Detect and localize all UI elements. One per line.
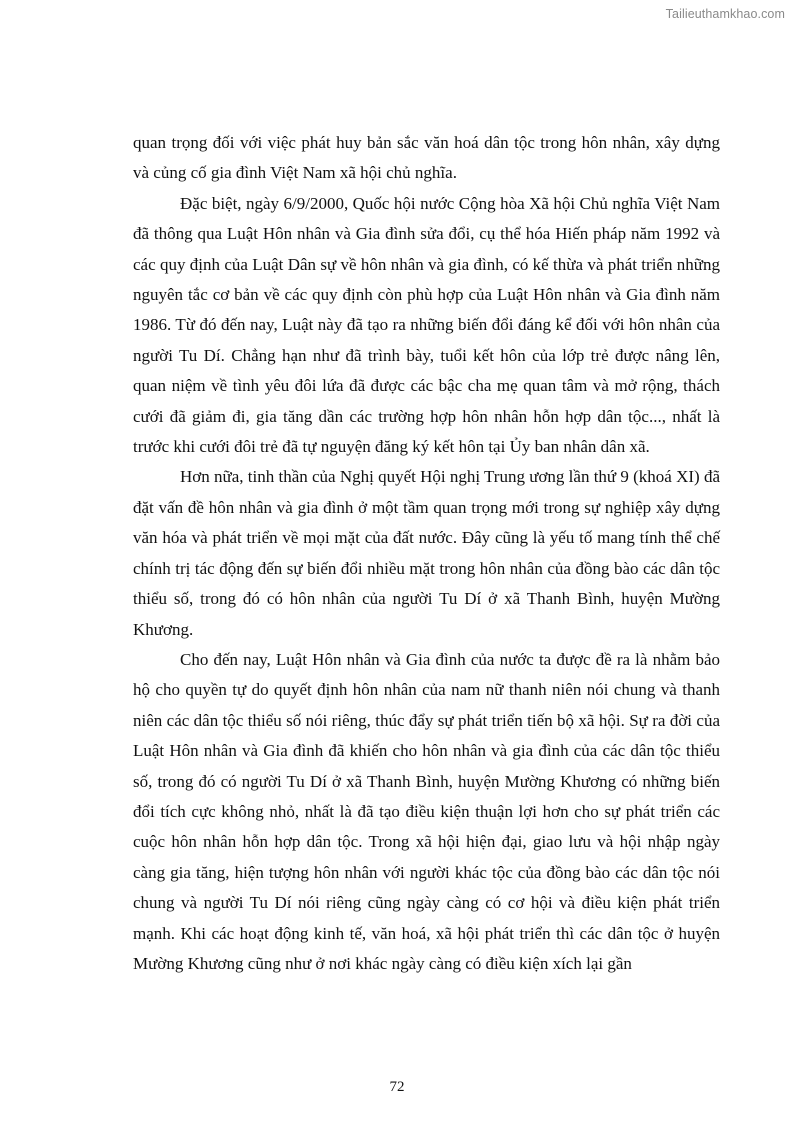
watermark: Tailieuthamkhao.com [665, 7, 785, 21]
paragraph-continuation: quan trọng đối với việc phát huy bản sắc văn hoá dân tộc trong hôn nhân, xây dựng và củng cố gia đình Việt Nam xã hội chủ nghĩa. [133, 133, 720, 183]
paragraph-law-protection: Cho đến nay, Luật Hôn nhân và Gia đình của nước ta được đề ra là nhằm bảo hộ cho quyền tự do quyết định hôn nhân của nam nữ thanh niên nói chung và thanh niên các dân tộc thiểu số nói riêng, thúc đẩy sự phát triển tiến bộ xã hội. Sự ra đời của Luật Hôn nhân và Gia đình đã khiến cho hôn nhân và gia đình của các dân tộc thiểu số, trong đó có người Tu Dí ở xã Thanh Bình, huyện Mường Khương có những biến đổi tích cực không nhỏ, nhất là đã tạo điều kiện thuận lợi hơn cho sự phát triển các cuộc hôn nhân hỗn hợp dân tộc. Trong xã hội hiện đại, giao lưu và hội nhập ngày càng gia tăng, hiện tượng hôn nhân với người khác tộc của đồng bào các dân tộc nói chung và người Tu Dí nói riêng cũng ngày càng có cơ hội và điều kiện phát triển mạnh. Khi các hoạt động kinh tế, văn hoá, xã hội phát triển thì các dân tộc ở huyện Mường Khương cũng như ở nơi khác ngày càng có điều kiện xích lại gần [133, 649, 720, 973]
paragraph-marriage-law-2000: Đặc biệt, ngày 6/9/2000, Quốc hội nước Cộng hòa Xã hội Chủ nghĩa Việt Nam đã thông qua Luật Hôn nhân và Gia đình sửa đổi, cụ thể hóa Hiến pháp năm 1992 và các quy định của Luật Dân sự về hôn nhân và gia đình, có kế thừa và phát triển những nguyên tắc cơ bản về các quy định còn phù hợp của Luật Hôn nhân và Gia đình năm 1986. Từ đó đến nay, Luật này đã tạo ra những biến đổi đáng kể đối với hôn nhân của người Tu Dí. Chẳng hạn như đã trình bày, tuổi kết hôn của lớp trẻ được nâng lên, quan niệm về tình yêu đôi lứa đã được các bậc cha mẹ quan tâm và mở rộng, thách cưới đã giảm đi, gia tăng dần các trường hợp hôn nhân hỗn hợp dân tộc..., nhất là trước khi cưới đôi trẻ đã tự nguyện đăng ký kết hôn tại Ủy ban nhân dân xã. [133, 193, 720, 457]
page-number: 72 [389, 1079, 405, 1095]
document-body [133, 128, 720, 979]
paragraph-resolution-9: Hơn nữa, tinh thần của Nghị quyết Hội nghị Trung ương lần thứ 9 (khoá XI) đã đặt vấn đề hôn nhân và gia đình ở một tầm quan trọng mới trong sự nghiệp xây dựng văn hóa và phát triển về mọi mặt của đất nước. Đây cũng là yếu tố mang tính thể chế chính trị tác động đến sự biến đổi nhiều mặt trong hôn nhân của đồng bào các dân tộc thiểu số, trong đó có hôn nhân của người Tu Dí ở xã Thanh Bình, huyện Mường Khương. [133, 467, 720, 639]
